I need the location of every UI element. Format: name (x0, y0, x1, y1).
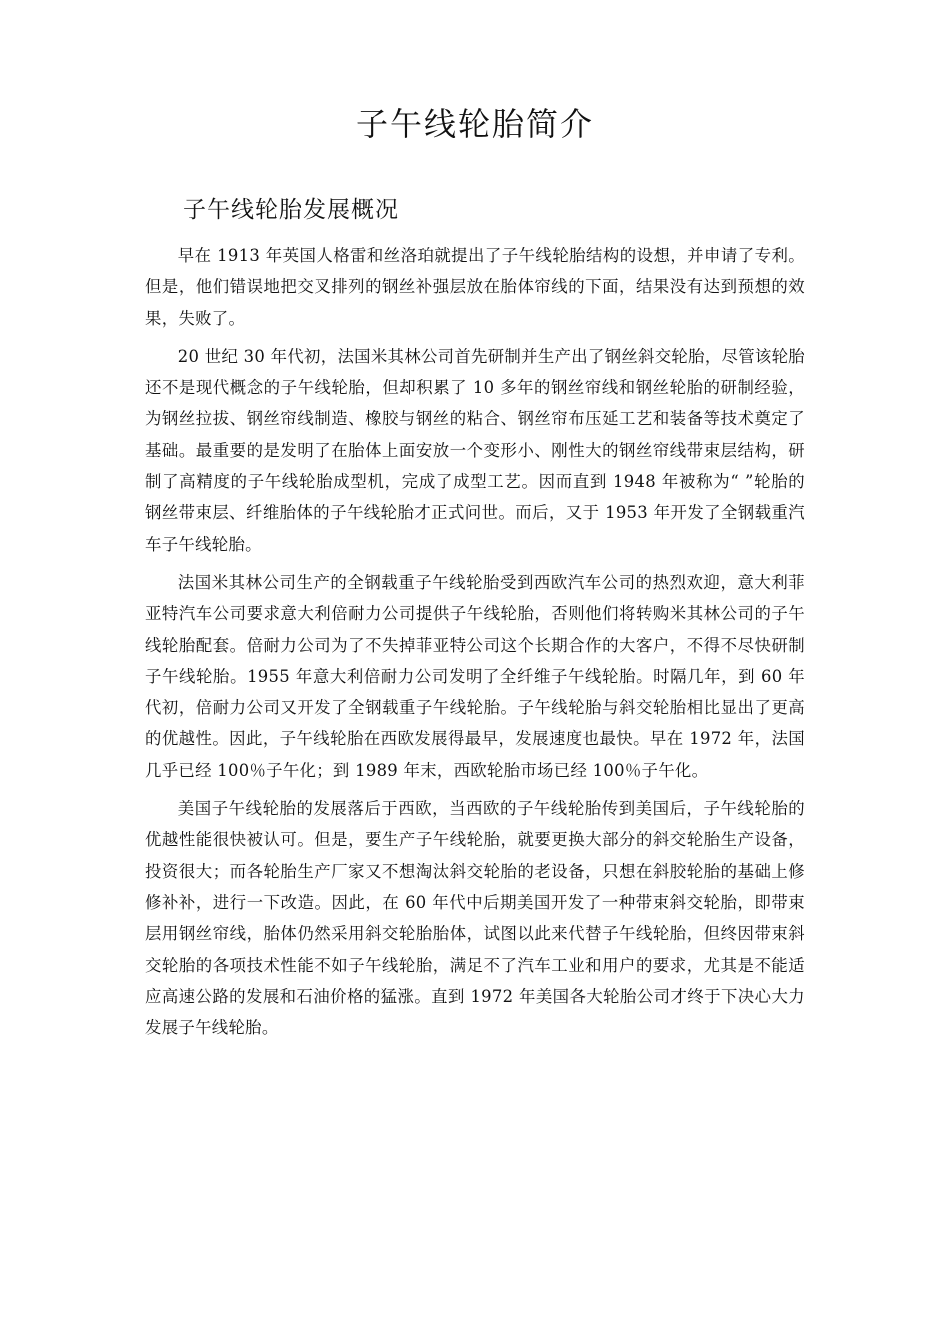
paragraph: 法国米其林公司生产的全钢载重子午线轮胎受到西欧汽车公司的热烈欢迎，意大利菲亚特汽车公司要求意大利倍耐力公司提供子午线轮胎，否则他们将转购米其林公司的子午线轮胎配套。倍耐力公司为了不失掉菲亚特公司这个长期合作的大客户，不得不尽快研制子午线轮胎。1955 年意大利倍耐力公司发明了全纤维子午线轮胎。时隔几年，到 60 年代初，倍耐力公司又开发了全钢载重子午线轮胎。子午线轮胎与斜交轮胎相比显出了更高的优越性。因此，子午线轮胎在西欧发展得最早，发展速度也最快。早在 1972 年，法国几乎已经 100％子午化；到 1989 年末，西欧轮胎市场已经 100％子午化。 (145, 572, 805, 780)
body-text (145, 240, 805, 1050)
section-heading: 子午线轮胎发展概况 (183, 197, 399, 223)
document-title: 子午线轮胎简介 (355, 105, 594, 143)
paragraph: 早在 1913 年英国人格雷和丝洛珀就提出了子午线轮胎结构的设想，并申请了专利。但是，他们错误地把交叉排列的钢丝补强层放在胎体帘线的下面，结果没有达到预想的效果，失败了。 (145, 246, 805, 328)
paragraph: 美国子午线轮胎的发展落后于西欧，当西欧的子午线轮胎传到美国后，子午线轮胎的优越性能很快被认可。但是，要生产子午线轮胎，就要更换大部分的斜交轮胎生产设备，投资很大；而各轮胎生产厂家又不想淘汰斜交轮胎的老设备，只想在斜胶轮胎的基础上修修补补，进行一下改造。因此，在 60 年代中后期美国开发了一种带束斜交轮胎，即带束层用钢丝帘线，胎体仍然采用斜交轮胎胎体，试图以此来代替子午线轮胎，但终因带束斜交轮胎的各项技术性能不如子午线轮胎，满足不了汽车工业和用户的要求，尤其是不能适应高速公路的发展和石油价格的猛涨。直到 1972 年美国各大轮胎公司才终于下决心大力发展子午线轮胎。 (145, 799, 805, 1038)
paragraph: 20 世纪 30 年代初，法国米其林公司首先研制并生产出了钢丝斜交轮胎，尽管该轮胎还不是现代概念的子午线轮胎，但却积累了 10 多年的钢丝帘线和钢丝轮胎的研制经验，为钢丝拉拔、钢丝帘线制造、橡胶与钢丝的粘合、钢丝帘布压延工艺和装备等技术奠定了基础。最重要的是发明了在胎体上面安放一个变形小、刚性大的钢丝帘线带束层结构，研制了高精度的子午线轮胎成型机，完成了成型工艺。因而直到 1948 年被称为“ ”轮胎的钢丝带束层、纤维胎体的子午线轮胎才正式问世。而后，又于 1953 年开发了全钢载重汽车子午线轮胎。 (145, 346, 805, 554)
